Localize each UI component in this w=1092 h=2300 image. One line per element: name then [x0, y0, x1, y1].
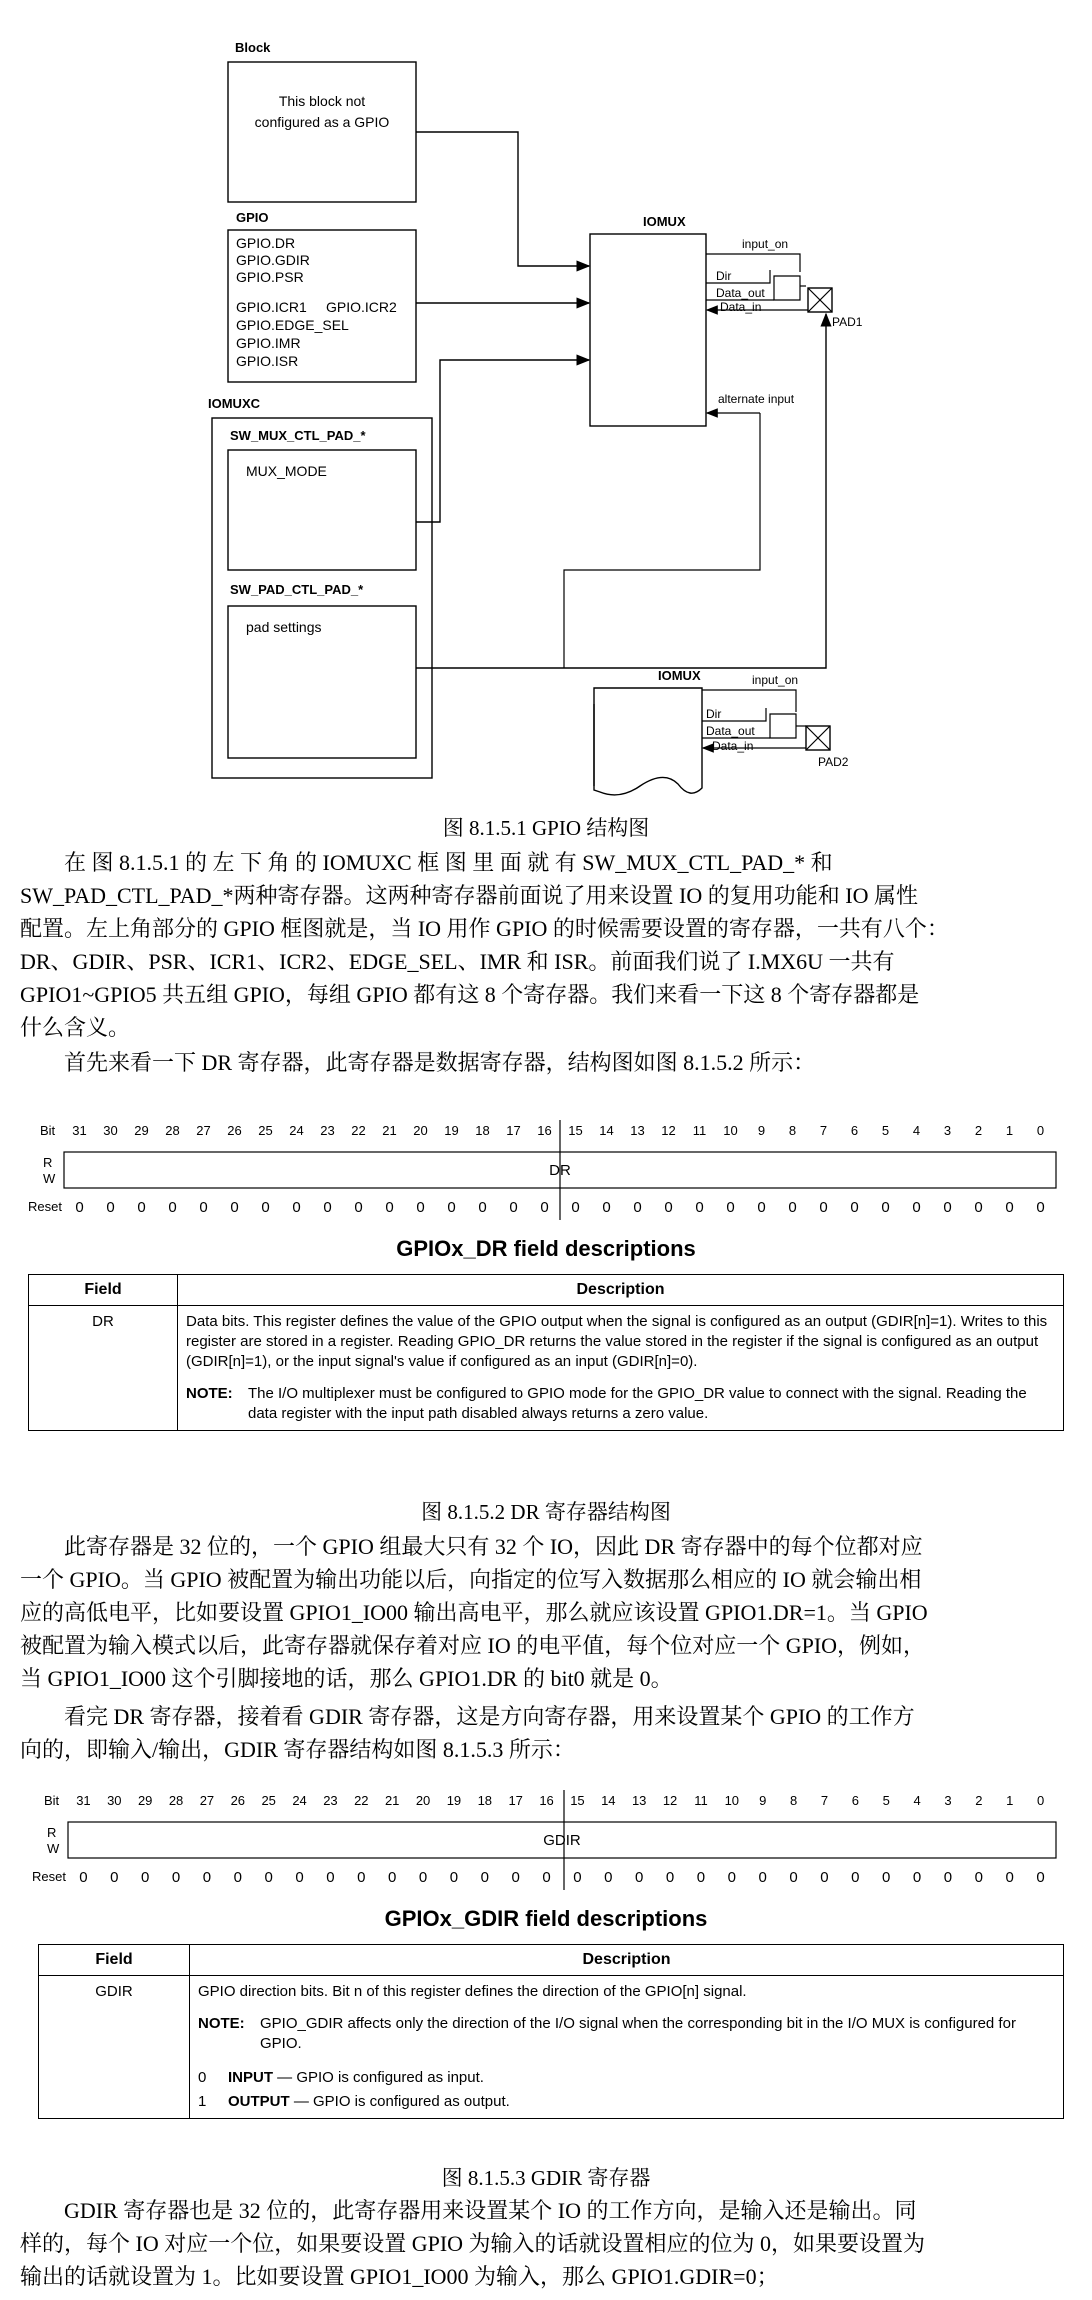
bit-number: 18 [475, 1123, 490, 1138]
buffer-1 [774, 276, 800, 300]
block-box [228, 62, 416, 202]
reset-value: 0 [696, 1869, 706, 1886]
reset-value: 0 [882, 1869, 891, 1886]
bit-number: 6 [851, 1793, 859, 1808]
reset-value: 0 [974, 1869, 983, 1886]
dir-label-2: Dir [706, 707, 722, 721]
gpio-reg-icr2: GPIO.ICR2 [326, 299, 397, 315]
bit-number: 9 [757, 1123, 766, 1138]
gdir-description-cell [190, 1976, 1064, 2119]
bit-number: 8 [789, 1793, 798, 1808]
reset-value: 0 [974, 1199, 983, 1216]
bit-number: 15 [570, 1793, 585, 1808]
reset-value: 0 [168, 1199, 177, 1216]
reset-value: 0 [851, 1869, 860, 1886]
paragraph-2-line: 首先来看一下 DR 寄存器，此寄存器是数据寄存器，结构图如图 8.1.5.2 所示： [64, 1050, 816, 1075]
bit-number: 16 [539, 1793, 554, 1808]
iomux2-label: IOMUX [658, 668, 701, 683]
bit-number: 7 [820, 1793, 829, 1808]
gdir-register-diagram [0, 1780, 1092, 1910]
dr-table-title: GPIOx_DR field descriptions [396, 1236, 696, 1261]
bit-number: 20 [415, 1793, 431, 1808]
paragraph-1 [20, 846, 1072, 1044]
bit-number: 3 [943, 1123, 952, 1138]
pad-settings-to-pad1-arrow [416, 314, 826, 668]
rw-r-label: R [43, 1155, 53, 1170]
bit-number: 2 [975, 1793, 983, 1808]
figure2-caption: 图 8.1.5.2 DR 寄存器结构图 [421, 1500, 671, 1524]
iomux1-label: IOMUX [643, 214, 686, 229]
dr-register-diagram [0, 1110, 1092, 1240]
bit-number: 19 [446, 1793, 462, 1808]
bit-number: 10 [723, 1123, 738, 1138]
reset-value: 0 [727, 1869, 736, 1886]
reset-value: 0 [542, 1869, 551, 1886]
bit-number: 28 [168, 1793, 184, 1808]
block-title: Block [235, 40, 271, 55]
reset-value: 0 [850, 1199, 859, 1216]
bit-number: 27 [196, 1123, 211, 1138]
reset-value: 0 [295, 1869, 304, 1886]
reset-value: 0 [388, 1869, 397, 1886]
pad1-label: PAD1 [832, 315, 863, 329]
reset-value: 0 [171, 1869, 181, 1886]
bit-number: 6 [850, 1123, 859, 1138]
block-text-1: This block not [278, 93, 366, 109]
bit-number: 31 [76, 1793, 91, 1808]
iomuxc-title: IOMUXC [208, 396, 260, 411]
reset-value: 0 [511, 1869, 520, 1886]
reset-value: 0 [79, 1869, 88, 1886]
reset-value: 0 [695, 1199, 704, 1216]
input-on-label-2: input_on [752, 673, 799, 687]
gdir-table-title: GPIOx_GDIR field descriptions [384, 1906, 708, 1931]
dr-field-table [28, 1274, 1064, 1431]
bit-number: 9 [759, 1793, 767, 1808]
block-text-2: configured as a GPIO [254, 114, 390, 130]
bit-number: 21 [382, 1123, 397, 1138]
enum-value: 0 [198, 2069, 207, 2086]
dr-description: Data bits. This register defines the value of the GPIO output when the signal is configured as an output (GDIR[n]=1). Writes to this register are stored in a register. Reading GPIO_DR returns the value stored in the register if the signal is configured as an output (GDIR[n]=1), or the input signal's value if configured as an input (GDIR[n]=0). [186, 1313, 1048, 1370]
bit-number: 5 [882, 1793, 890, 1808]
bit-number: 25 [258, 1123, 273, 1138]
paragraph-3-line: 应的高低电平，比如要设置 GPIO1_IO00 输出高电平，那么就应该设置 GPIO1.DR=1。当 GPIO [20, 1600, 928, 1625]
reset-value: 0 [573, 1869, 582, 1886]
dr-field-name: DR [549, 1162, 571, 1179]
reset-value: 0 [75, 1199, 84, 1216]
pad-settings-label: pad settings [246, 619, 322, 635]
paragraph-1-line: 配置。左上角部分的 GPIO 框图就是，当 IO 用作 GPIO 的时候需要设置的寄存器，一共有八个： [20, 916, 949, 941]
note-label: NOTE: [186, 1385, 233, 1402]
reset-value: 0 [106, 1199, 115, 1216]
alternate-input-line [564, 413, 760, 668]
bit-label: Bit [40, 1123, 56, 1138]
bit-number: 7 [819, 1123, 828, 1138]
gpio-title: GPIO [236, 210, 269, 225]
bit-number: 14 [601, 1793, 616, 1808]
bit-number: 11 [694, 1793, 708, 1808]
note-text: GPIO_GDIR affects only the direction of the I/O signal when the corresponding bit in the I/O MUX is configured for GPIO. [260, 2015, 1016, 2052]
bit-number: 29 [137, 1793, 153, 1808]
mux-ctl-title: SW_MUX_CTL_PAD_* [230, 428, 366, 443]
rw-r-label: R [47, 1825, 57, 1840]
reset-value: 0 [1005, 1199, 1014, 1216]
pad2-label: PAD2 [818, 755, 849, 769]
gdir-note [198, 2014, 1055, 2054]
rw-w-label: W [47, 1841, 60, 1856]
reset-value: 0 [820, 1869, 829, 1886]
reset-value: 0 [665, 1869, 675, 1886]
bit-number: 16 [537, 1123, 552, 1138]
mux-mode-label: MUX_MODE [246, 463, 327, 479]
reset-value: 0 [230, 1199, 239, 1216]
bit-number: 25 [261, 1793, 276, 1808]
reset-value: 0 [540, 1199, 549, 1216]
col-description-header: Description [190, 1945, 1064, 1976]
bit-number: 31 [72, 1123, 87, 1138]
data-out-label-1: Data_out [716, 286, 765, 300]
bit-number: 15 [568, 1123, 583, 1138]
bit-number: 30 [107, 1793, 122, 1808]
data-out-label-2: Data_out [706, 724, 755, 738]
bit-number: 24 [289, 1123, 304, 1138]
bit-number: 22 [351, 1123, 366, 1138]
bit-number: 13 [630, 1123, 645, 1138]
col-description-header: Description [178, 1275, 1064, 1306]
paragraph-1-line: SW_PAD_CTL_PAD_*两种寄存器。这两种寄存器前面说了用来设置 IO 的复用功能和 IO 属性 [20, 883, 918, 908]
bit-number: 5 [881, 1123, 890, 1138]
bit-number: 11 [692, 1123, 707, 1138]
reset-value: 0 [943, 1199, 952, 1216]
bit-number: 22 [354, 1793, 369, 1808]
reset-value: 0 [604, 1869, 613, 1886]
reset-label: Reset [28, 1199, 62, 1214]
reset-value: 0 [602, 1199, 611, 1216]
paragraph-3-line: 此寄存器是 32 位的，一个 GPIO 组最大只有 32 个 IO，因此 DR 寄存器中的每个位都对应 [64, 1534, 923, 1559]
dir-label-1: Dir [716, 269, 732, 283]
paragraph-4-line: 看完 DR 寄存器，接着看 GDIR 寄存器，这是方向寄存器，用来设置某个 GPIO 的工作方 [64, 1704, 915, 1729]
reset-value: 0 [202, 1869, 212, 1886]
bit-number: 0 [1036, 1123, 1045, 1138]
gpio-reg-icr1: GPIO.ICR1 [236, 299, 307, 315]
dr-field-cell: DR [29, 1306, 178, 1431]
reset-value: 0 [141, 1869, 150, 1886]
reset-value: 0 [385, 1199, 394, 1216]
reset-value: 0 [261, 1199, 270, 1216]
reset-value: 0 [478, 1199, 487, 1216]
gpio-reg-edge-sel: GPIO.EDGE_SEL [236, 317, 349, 333]
bit-number: 18 [477, 1793, 493, 1808]
reset-value: 0 [758, 1869, 767, 1886]
note-label: NOTE: [198, 2015, 245, 2032]
gpio-structure-diagram [0, 0, 1092, 810]
block-to-iomux-arrow [416, 132, 589, 266]
paragraph-1-line: DR、GDIR、PSR、ICR1、ICR2、EDGE_SEL、IMR 和 ISR。前面我们说了 I.MX6U 一共有 [20, 949, 895, 974]
reset-label: Reset [32, 1869, 66, 1884]
reset-value: 0 [635, 1869, 644, 1886]
gpio-reg-dr: GPIO.DR [236, 235, 296, 251]
reset-value: 0 [233, 1869, 242, 1886]
reset-value: 0 [292, 1199, 301, 1216]
reset-value: 0 [416, 1199, 425, 1216]
reset-value: 0 [726, 1199, 735, 1216]
paragraph-3-line: 一个 GPIO。当 GPIO 被配置为输出功能以后，向指定的位写入数据那么相应的 IO 就会输出相 [20, 1567, 922, 1592]
reset-value: 0 [354, 1199, 363, 1216]
reset-value: 0 [447, 1199, 456, 1216]
bit-number: 1 [1006, 1793, 1014, 1808]
reset-value: 0 [912, 1869, 922, 1886]
reset-value: 0 [664, 1199, 673, 1216]
bit-number: 8 [788, 1123, 797, 1138]
gdir-field-name: GDIR [543, 1832, 581, 1849]
gdir-field-table [38, 1944, 1064, 2119]
reset-value: 0 [912, 1199, 921, 1216]
reset-value: 0 [788, 1199, 797, 1216]
reset-value: 0 [757, 1199, 766, 1216]
pad-ctl-title: SW_PAD_CTL_PAD_* [230, 582, 364, 597]
paragraph-1-line: 在 图 8.1.5.1 的 左 下 角 的 IOMUXC 框 图 里 面 就 有 SW_MUX_CTL_PAD_* 和 [64, 850, 833, 875]
bit-number: 12 [662, 1793, 678, 1808]
note-text: The I/O multiplexer must be configured to GPIO mode for the GPIO_DR value to connect with the signal. Reading the data register with the input path disabled always returns a zero value. [248, 1385, 1027, 1422]
bit-number: 23 [323, 1793, 338, 1808]
reset-value: 0 [480, 1869, 489, 1886]
gpio-reg-gdir: GPIO.GDIR [236, 252, 310, 268]
data-in-label-1: Data_in [720, 300, 762, 314]
paragraph-3 [20, 1530, 1072, 1695]
bit-number: 3 [944, 1793, 952, 1808]
paragraph-3-line: 被配置为输入模式以后，此寄存器就保存着对应 IO 的电平值，每个位对应一个 GPIO，例如， [20, 1633, 926, 1658]
reset-value: 0 [357, 1869, 366, 1886]
reset-value: 0 [943, 1869, 953, 1886]
reset-values [79, 1869, 1044, 1886]
bit-numbers [72, 1123, 1044, 1138]
reset-value: 0 [199, 1199, 208, 1216]
dr-note [186, 1384, 1055, 1424]
bit-number: 30 [103, 1123, 118, 1138]
iomux2-box [594, 688, 702, 795]
bit-number: 26 [227, 1123, 242, 1138]
gdir-field-cell: GDIR [39, 1976, 190, 2119]
dr-description-cell [178, 1306, 1064, 1431]
reset-value: 0 [323, 1199, 332, 1216]
reset-value: 0 [571, 1199, 580, 1216]
paragraph-5 [20, 2194, 1072, 2293]
bit-number: 10 [724, 1793, 740, 1808]
enum-name: OUTPUT [228, 2093, 290, 2110]
bit-number: 17 [508, 1793, 523, 1808]
bit-number: 24 [292, 1793, 307, 1808]
mux-mode-to-iomux-arrow [416, 360, 589, 522]
bit-number: 17 [506, 1123, 521, 1138]
bit-number: 1 [1005, 1123, 1014, 1138]
bit-number: 2 [974, 1123, 983, 1138]
gdir-description: GPIO direction bits. Bit n of this register defines the direction of the GPIO[n] signal. [198, 1983, 747, 2000]
paragraph-4 [20, 1700, 1072, 1766]
enum-name: INPUT [228, 2069, 273, 2086]
reset-value: 0 [137, 1199, 146, 1216]
paragraph-4-line: 向的，即输入/输出，GDIR 寄存器结构如图 8.1.5.3 所示： [20, 1737, 575, 1762]
enum-desc: — GPIO is configured as output. [289, 2093, 510, 2110]
paragraph-1-line: 什么含义。 [20, 1015, 131, 1040]
bit-number: 12 [661, 1123, 676, 1138]
figure1-caption: 图 8.1.5.1 GPIO 结构图 [442, 816, 650, 840]
paragraph-5-line: 输出的话就设置为 1。比如要设置 GPIO1_IO00 为输入，那么 GPIO1.GDIR=0； [20, 2264, 779, 2289]
reset-value: 0 [326, 1869, 335, 1886]
bit-number: 14 [599, 1123, 614, 1138]
paragraph-5-line: GDIR 寄存器也是 32 位的，此寄存器用来设置某个 IO 的工作方向，是输入还是输出。同 [64, 2198, 917, 2223]
bit-number: 13 [631, 1793, 647, 1808]
data-in-label-2: Data_in [712, 739, 754, 753]
reset-value: 0 [881, 1199, 890, 1216]
reset-value: 0 [264, 1869, 273, 1886]
bit-number: 26 [230, 1793, 246, 1808]
enum-input [198, 2068, 1055, 2088]
paragraph-5-line: 样的，每个 IO 对应一个位，如果要设置 GPIO 为输入的话就设置相应的位为 0，如果要设置为 [20, 2231, 926, 2256]
bit-number: 4 [912, 1123, 921, 1138]
alternate-input-label: alternate input [718, 392, 795, 406]
bit-number: 28 [165, 1123, 180, 1138]
bit-number: 4 [913, 1793, 921, 1808]
gpio-reg-imr: GPIO.IMR [236, 335, 301, 351]
paragraph-3-line: 当 GPIO1_IO00 这个引脚接地的话，那么 GPIO1.DR 的 bit0 就是 0。 [20, 1666, 673, 1691]
reset-value: 0 [418, 1869, 428, 1886]
bit-number: 19 [444, 1123, 459, 1138]
rw-w-label: W [43, 1171, 56, 1186]
col-field-header: Field [29, 1275, 178, 1306]
bit-number: 0 [1036, 1793, 1045, 1808]
bit-number: 23 [320, 1123, 335, 1138]
col-field-header: Field [39, 1945, 190, 1976]
enum-desc: — GPIO is configured as input. [273, 2069, 484, 2086]
enum-value: 1 [198, 2093, 207, 2110]
iomux1-box [590, 234, 706, 426]
reset-value: 0 [1036, 1869, 1045, 1886]
gpio-reg-psr: GPIO.PSR [236, 269, 304, 285]
gpio-reg-isr: GPIO.ISR [236, 353, 299, 369]
figure3-caption: 图 8.1.5.3 GDIR 寄存器 [441, 2166, 651, 2190]
reset-value: 0 [789, 1869, 798, 1886]
paragraph-2 [20, 1046, 1072, 1079]
reset-value: 0 [110, 1869, 119, 1886]
reset-value: 0 [1005, 1869, 1014, 1886]
reset-value: 0 [449, 1869, 459, 1886]
bit-numbers [76, 1793, 1044, 1808]
reset-value: 0 [633, 1199, 642, 1216]
buffer-2 [770, 714, 796, 738]
reset-value: 0 [509, 1199, 518, 1216]
bit-number: 21 [384, 1793, 400, 1808]
enum-output [198, 2092, 1055, 2112]
reset-value: 0 [819, 1199, 828, 1216]
bit-label: Bit [44, 1793, 60, 1808]
bit-number: 27 [199, 1793, 215, 1808]
bit-number: 29 [134, 1123, 149, 1138]
reset-value: 0 [1036, 1199, 1045, 1216]
paragraph-1-line: GPIO1~GPIO5 共五组 GPIO，每组 GPIO 都有这 8 个寄存器。我们来看一下这 8 个寄存器都是 [20, 982, 920, 1007]
input-on-label-1: input_on [742, 237, 789, 251]
bit-number: 20 [413, 1123, 428, 1138]
